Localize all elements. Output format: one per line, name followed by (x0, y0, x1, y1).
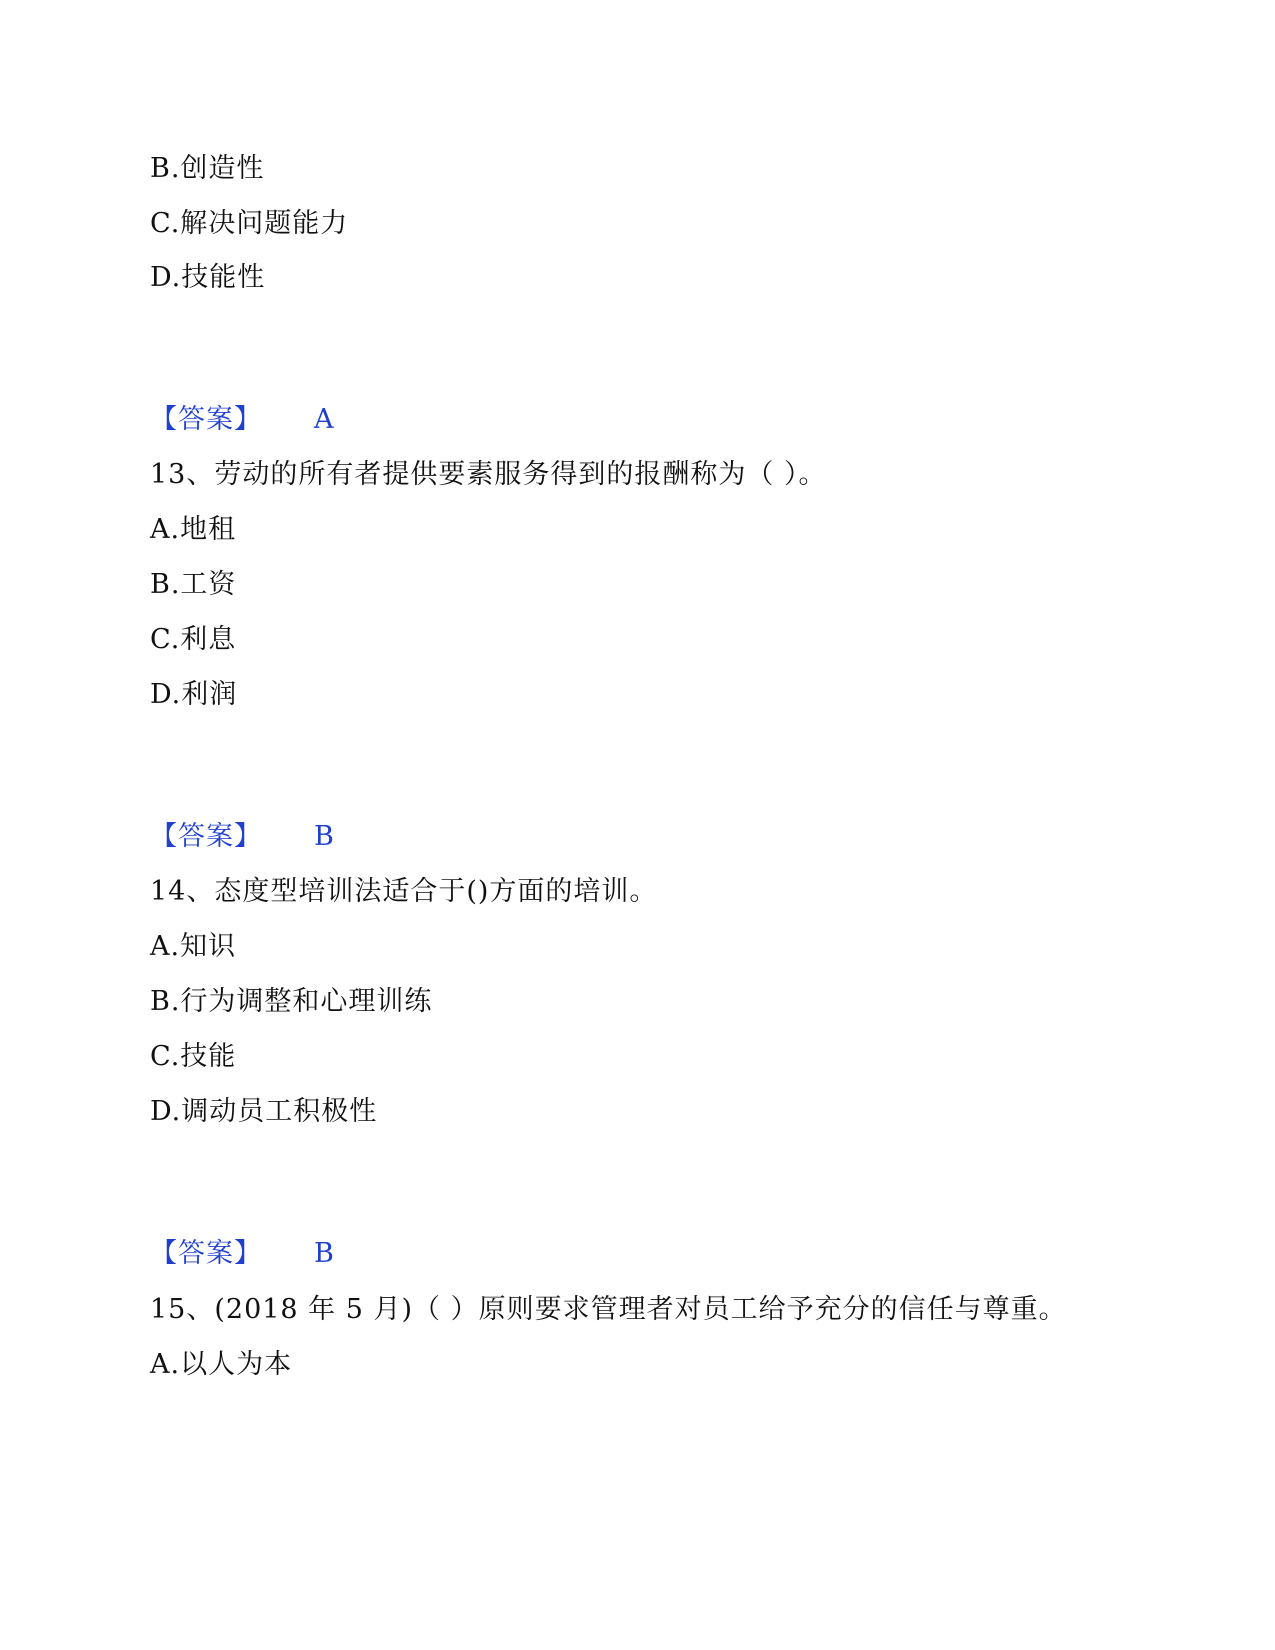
answer-label: 【答案】 (150, 1238, 262, 1269)
q15-option-a: A.以人为本 (150, 1349, 293, 1380)
q14-option-b: B.行为调整和心理训练 (150, 986, 433, 1017)
q13-option-c: C.利息 (150, 624, 237, 655)
q13-option-a: A.地租 (150, 514, 237, 545)
q14-option-a: A.知识 (150, 931, 237, 962)
q13-answer (150, 820, 334, 854)
answer-label: 【答案】 (150, 404, 262, 435)
answer-value: B (314, 821, 334, 852)
q12-option-d: D.技能性 (150, 262, 266, 293)
q14-question: 14、态度型培训法适合于()方面的培训。 (150, 876, 658, 907)
q14-option-d: D.调动员工积极性 (150, 1096, 378, 1127)
q13-option-d: D.利润 (150, 679, 238, 710)
q14-option-c: C.技能 (150, 1041, 237, 1072)
q12-option-b: B.创造性 (150, 153, 265, 184)
answer-label: 【答案】 (150, 821, 262, 852)
q15-question: 15、(2018 年 5 月)（ ）原则要求管理者对员工给予充分的信任与尊重。 (150, 1294, 1067, 1325)
q13-option-b: B.工资 (150, 569, 237, 600)
q12-option-c: C.解决问题能力 (150, 208, 349, 239)
answer-value: A (314, 404, 334, 435)
q13-question: 13、劳动的所有者提供要素服务得到的报酬称为（ ）。 (150, 459, 827, 490)
q12-answer (150, 403, 334, 437)
answer-value: B (314, 1238, 334, 1269)
q14-answer (150, 1237, 334, 1271)
